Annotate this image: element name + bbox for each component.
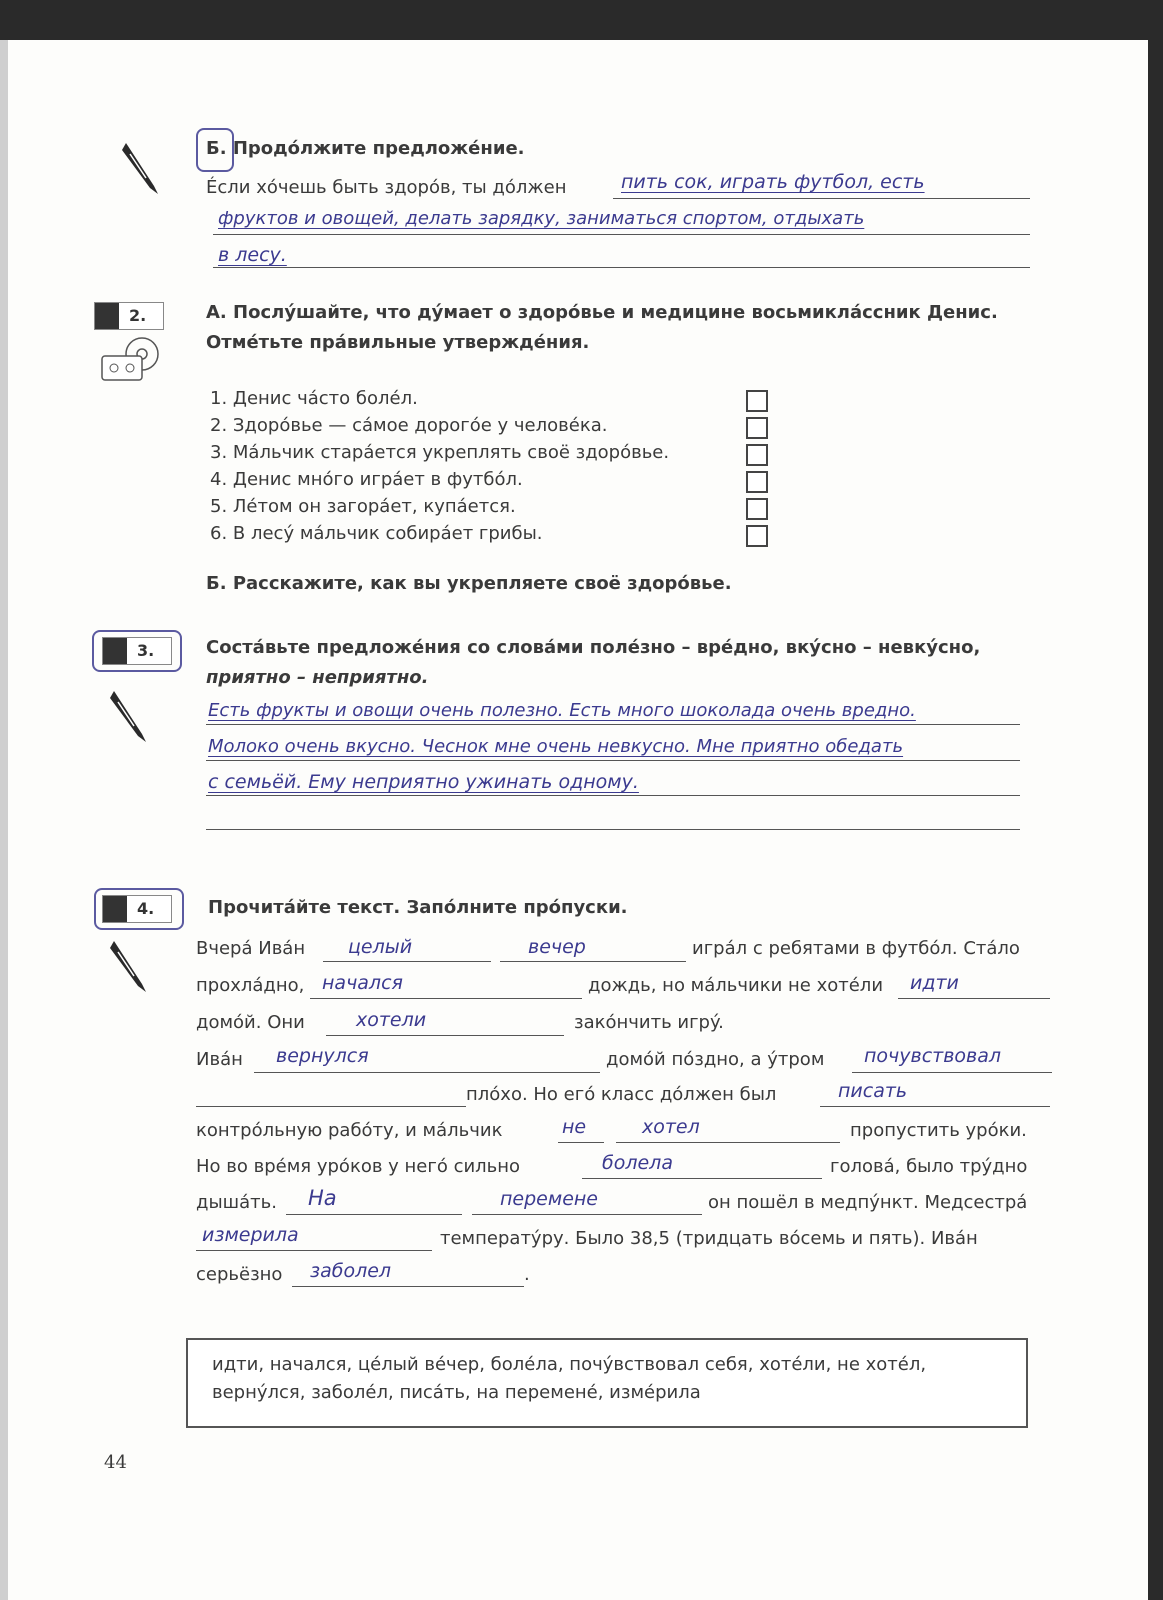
checkbox-3[interactable] [746,444,768,466]
ex3-answer-line1: Есть фрукты и овощи очень полезно. Есть много шоколада очень вредно. [208,700,916,721]
answer-line [206,760,1020,761]
blank-line [310,998,582,999]
ex4-text: пропустить урóки. [850,1120,1027,1141]
blank-line [500,961,686,962]
statement-3: 3. Мáльчик старáется укреплять своё здорóвье. [210,442,670,463]
workbook-page [0,40,1148,1600]
blank-line [196,1106,466,1107]
blank-line [582,1178,822,1179]
ex1b-answer-line3: в лесу. [218,244,287,266]
checkbox-4[interactable] [746,471,768,493]
exercise-number-badge: 4. [102,895,172,923]
ex4-answer-9: не [562,1116,587,1138]
blank-line [898,998,1050,999]
ex4-answer-12: На [308,1186,337,1210]
blank-line [472,1214,702,1215]
ex1b-heading: Б. Продóлжите предложéние. [206,138,525,159]
ex4-text: плóхо. Но егó класс дóлжен был [466,1084,777,1105]
checkbox-1[interactable] [746,390,768,412]
ex4-answer-5: хотели [356,1009,427,1031]
ex4-answer-7: почувствовал [864,1045,1002,1067]
blank-line [326,1035,564,1036]
answer-line [206,724,1020,725]
ex4-answer-2: вечер [528,936,586,958]
ex4-answer-15: заболел [310,1260,392,1282]
blank-line [196,1250,432,1251]
ex4-text: домóй пóздно, а ýтром [606,1049,825,1070]
ex4-text: . [524,1264,530,1285]
ex4-text: Вчерá Ивáн [196,938,306,959]
answer-line [613,198,1030,199]
ex4-answer-14: измерила [202,1224,299,1246]
pen-nib-icon [104,936,154,996]
ex4-text: прохлáдно, [196,975,305,996]
pen-nib-icon [116,138,166,198]
ex4-text: он пошёл в медпýнкт. Медсестрá [708,1192,1028,1213]
ex4-text: дождь, но мáльчики не хотéли [588,975,884,996]
ex4-text: температýру. Было 38,5 (тридцать вóсемь и пять). Ивáн [440,1228,978,1249]
ex4-text: домóй. Они [196,1012,305,1033]
ex2-part-b: Б. Расскажите, как вы укрепляете своё здорóвье. [206,573,732,594]
checkbox-2[interactable] [746,417,768,439]
ex4-answer-6: вернулся [276,1045,369,1067]
ex4-text: Но во врéмя урóков у негó сильно [196,1156,521,1177]
statement-2: 2. Здорóвье — сáмое дорогóе у человéка. [210,415,608,436]
blank-line [616,1142,840,1143]
ex3-heading-line2: приятно – неприятно. [206,667,429,688]
ex4-text: игрáл с ребятами в футбóл. Стáло [692,938,1020,959]
answer-line [206,795,1020,796]
statement-5: 5. Лéтом он загорáет, купáется. [210,496,516,517]
ex1b-answer-line1: пить сок, играть футбол, есть [621,171,925,193]
pen-nib-icon [104,686,154,746]
blank-line [558,1142,604,1143]
answer-line [213,267,1030,268]
ex4-answer-1: целый [348,936,413,958]
ex1b-prompt: Éсли хóчешь быть здорóв, ты дóлжен [206,177,567,198]
ex4-answer-13: перемене [500,1188,598,1210]
exercise-number-badge: 3. [102,637,172,665]
ex4-text: серьёзно [196,1264,283,1285]
blank-line [323,961,491,962]
blank-line [852,1072,1052,1073]
answer-line [213,234,1030,235]
exercise-number-badge: 2. [94,302,164,330]
ex1b-answer-line2: фруктов и овощей, делать зарядку, заниматься спортом, отдыхать [218,208,865,229]
blank-line [254,1072,600,1073]
ex4-answer-3: начался [322,972,403,994]
ex4-answer-11: болела [602,1152,673,1174]
blank-line [820,1106,1050,1107]
statement-4: 4. Денис мнóго игрáет в футбóл. [210,469,523,490]
ex4-text: контрóльную рабóту, и мáльчик [196,1120,503,1141]
audio-cassette-icon [98,334,168,384]
word-bank-box [186,1338,1028,1428]
word-bank-line2: вернýлся, заболéл, писáть, на переменé, измéрила [212,1382,701,1403]
ex4-answer-8: писать [838,1080,908,1102]
ex3-heading-line1: Состáвьте предложéния со словáми полéзно – врéдно, вкýсно – невкýсно, [206,637,981,658]
page-number: 44 [104,1452,127,1473]
word-bank-line1: идти, начался, цéлый вéчер, болéла, почýвствовал себя, хотéли, не хотéл, [212,1354,927,1375]
ex4-text: дышáть. [196,1192,277,1213]
statement-6: 6. В лесý мáльчик собирáет грибы. [210,523,543,544]
checkbox-6[interactable] [746,525,768,547]
ex4-answer-4: идти [910,972,959,994]
ex4-heading: Прочитáйте текст. Запóлните прóпуски. [208,897,628,918]
ex4-answer-10: хотел [642,1116,700,1138]
ex4-text: закóнчить игрý. [574,1012,724,1033]
blank-line [292,1286,524,1287]
ex3-answer-line2: Молоко очень вкусно. Чеснок мне очень невкусно. Мне приятно обедать [208,736,904,757]
ex3-answer-line3: с семьёй. Ему неприятно ужинать одному. [208,771,639,793]
ex4-text: головá, было трýдно [830,1156,1028,1177]
ex2-heading-line1: А. Послýшайте, что дýмает о здорóвье и медицине восьмиклáссник Денис. [206,302,998,323]
answer-line [206,829,1020,830]
checkbox-5[interactable] [746,498,768,520]
blank-line [286,1214,462,1215]
ex2-heading-line2: Отмéтьте прáвильные утверждéния. [206,332,590,353]
statement-1: 1. Денис чáсто болéл. [210,388,418,409]
ex4-text: Ивáн [196,1049,243,1070]
